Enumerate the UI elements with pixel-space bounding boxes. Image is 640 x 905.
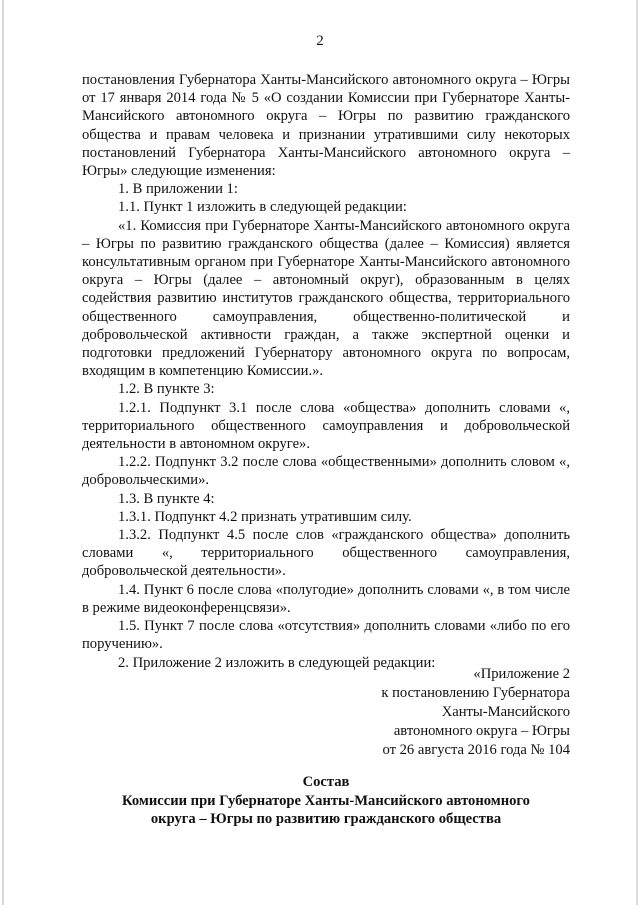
paragraph: 1.1. Пункт 1 изложить в следующей редакции: <box>118 199 407 216</box>
appendix-line: автономного округа – Югры <box>393 723 570 739</box>
appendix-line: от 26 августа 2016 года № 104 <box>382 742 570 758</box>
body-text <box>82 71 570 672</box>
paragraph: 1.4. Пункт 6 после слова «полугодие» дополнить словами «, в том числе в режиме видеоконференцсвязи». <box>82 581 570 616</box>
paragraph: «1. Комиссия при Губернаторе Ханты-Мансийского автономного округа – Югры по развитию гражданского общества (далее – Комиссия) является консультативным органом при Губернаторе Ханты-Мансийского автономного округа – Югры (далее – автономный округ), образованным в целях содействия развитию институтов гражданского общества, территориального общественного самоуправления, общественно-политической и добровольческой активности граждан, а также экспертной оценки и подготовки предложений Губернатору автономного округа по вопросам, входящим в компетенцию Комиссии.». <box>82 217 570 380</box>
paragraph: 1.3.1. Подпункт 4.2 признать утратившим силу. <box>118 508 412 525</box>
page-number: 2 <box>316 33 324 49</box>
heading-title: Состав <box>302 774 350 790</box>
paragraph: 1.2. В пункте 3: <box>118 381 215 398</box>
scan-edge-left <box>2 0 4 905</box>
appendix-line: к постановлению Губернатора <box>381 685 570 701</box>
paragraph: 2. Приложение 2 изложить в следующей редакции: <box>118 654 436 671</box>
appendix-block <box>310 665 570 760</box>
appendix-line: Ханты-Мансийского <box>441 704 570 720</box>
paragraph: 1.5. Пункт 7 после слова «отсутствия» дополнить словами «либо по его поручению». <box>82 618 570 653</box>
heading-line: Комиссии при Губернаторе Ханты-Мансийского автономного <box>122 792 530 809</box>
appendix-line: «Приложение 2 <box>473 666 570 682</box>
heading-line: округа – Югры по развитию гражданского общества <box>150 811 502 828</box>
paragraph: 1.3. В пункте 4: <box>118 490 215 507</box>
paragraph: постановления Губернатора Ханты-Мансийского автономного округа – Югры от 17 января 2014 года № 5 «О создании Комиссии при Губернаторе Ханты-Мансийского автономного округа – Югры по развитию гражданского общества и правам человека и признании утратившими силу некоторых постановлений Губернатора Ханты-Мансийского автономного округа – Югры» следующие изменения: <box>82 72 570 180</box>
paragraph: 1.3.2. Подпункт 4.5 после слов «гражданского общества» дополнить словами «, территориального общественного самоуправления, добровольческой деятельности». <box>82 527 570 580</box>
paragraph: 1. В приложении 1: <box>118 181 238 198</box>
paragraph: 1.2.1. Подпункт 3.1 после слова «общества» дополнить словами «, территориального общественного самоуправления и добровольческой деятельности в автономном округе». <box>82 399 570 453</box>
paragraph: 1.2.2. Подпункт 3.2 после слова «общественными» дополнить словом «, добровольческими». <box>82 454 570 489</box>
composition-heading <box>82 773 570 829</box>
scan-edge-right <box>636 0 638 905</box>
